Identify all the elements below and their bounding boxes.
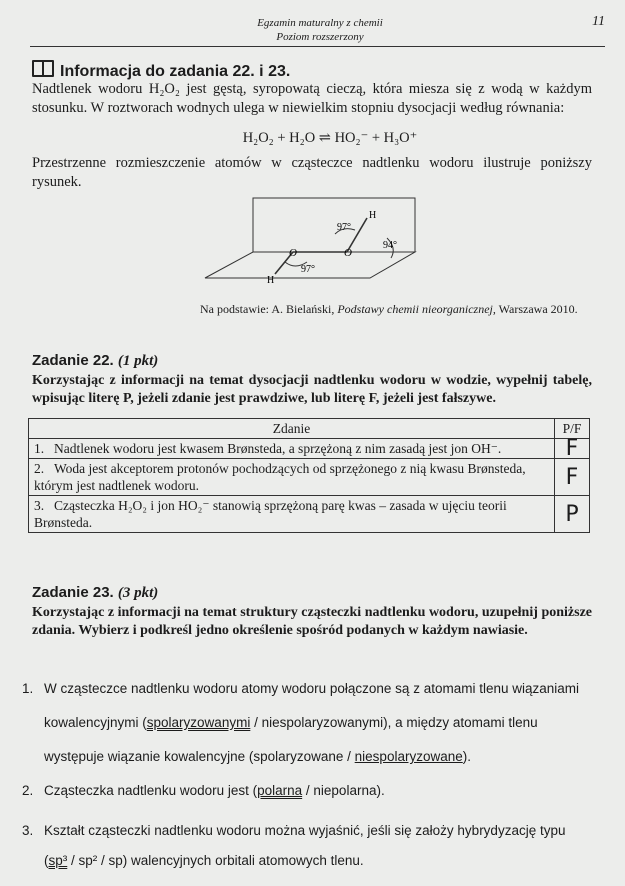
task-22-instruction: Korzystając z informacji na temat dysocjacji nadtlenku wodoru w wodzie, wypełnij tabelę, wpisując literę P, jeżeli zdanie jest prawdziwe, lub literę F, jeżeli jest fałszywe. bbox=[32, 373, 592, 406]
selected-option[interactable]: polarna bbox=[257, 783, 303, 798]
info-paragraph-2: Przestrzenne rozmieszczenie atomów w cząsteczce nadtlenku wodoru ilustruje poniższy rysunek. bbox=[32, 155, 592, 190]
angle-label-1: 97° bbox=[337, 222, 351, 233]
page-number: 11 bbox=[592, 14, 605, 29]
selected-option[interactable]: sp³ bbox=[48, 853, 68, 868]
header-exam-name: Egzamin maturalny z chemii bbox=[257, 17, 383, 29]
task-23-item-1-line-2: kowalencyjnymi (spolaryzowanymi / niespolaryzowanymi), a między atomami tlenu bbox=[44, 715, 538, 730]
selected-option[interactable]: niespolaryzowane bbox=[354, 749, 463, 764]
answer-cell[interactable]: P bbox=[555, 496, 590, 533]
col-pf: P/F bbox=[555, 419, 590, 439]
page-header bbox=[240, 16, 400, 44]
angle-label-2: 94° bbox=[383, 240, 397, 251]
oxygen-atom-2: O bbox=[344, 247, 352, 259]
task-22-title: Zadanie 22. (1 pkt) bbox=[32, 352, 159, 369]
source-citation: Na podstawie: A. Bielański, Podstawy chemii nieorganicznej, Warszawa 2010. bbox=[200, 302, 578, 316]
info-heading bbox=[32, 60, 290, 81]
task-23-item-1: 1. W cząsteczce nadtlenku wodoru atomy wodoru połączone są z atomami tlenu wiązaniami bbox=[22, 681, 580, 696]
task-23-title: Zadanie 23. (3 pkt) bbox=[32, 584, 159, 601]
info-title: Informacja do zadania 22. i 23. bbox=[60, 63, 291, 80]
table-header-row bbox=[29, 419, 590, 439]
table-row: 2. Woda jest akceptorem protonów pochodzących od sprzężonego z nią kwasu Brønsteda, którym jest nadtlenek wodoru. F bbox=[29, 459, 590, 496]
angle-label-3: 97° bbox=[301, 264, 315, 275]
answer-cell[interactable]: F bbox=[555, 459, 590, 496]
task-23-item-3: 3. Kształt cząsteczki nadtlenku wodoru można wyjaśnić, jeśli się założy hybrydyzację typu bbox=[22, 823, 566, 838]
table-row: 3. Cząsteczka H₂O₂ i jon HO₂⁻ stanowią sprzężoną parę kwas – zasada w ujęciu teorii Brønsteda. P bbox=[29, 496, 590, 533]
molecule-diagram bbox=[195, 190, 425, 290]
header-level: Poziom rozszerzony bbox=[276, 31, 364, 43]
selected-option[interactable]: spolaryzowanymi bbox=[146, 715, 251, 730]
oxygen-atom-1: O bbox=[289, 247, 297, 259]
table-row: 1. Nadtlenek wodoru jest kwasem Brønsteda, a sprzężoną z nim zasadą jest jon OH⁻. F bbox=[29, 439, 590, 459]
header-divider bbox=[30, 46, 605, 47]
info-paragraph-1: Nadtlenek wodoru H₂O₂ jest gęstą, syropowatą cieczą, która miesza się z wodą w każdym stosunku. W roztworach wodnych ulega w niewielkim stopniu dysocjacji według równania: bbox=[32, 81, 592, 116]
col-statement: Zdanie bbox=[29, 419, 555, 439]
task-23-item-3-line-2: (sp³ / sp² / sp) walencyjnych orbitali atomowych tlenu. bbox=[44, 853, 364, 868]
task-23-item-1-line-3: występuje wiązanie kowalencyjne (spolaryzowane / niespolaryzowane). bbox=[44, 749, 471, 764]
task-23-item-2: 2. Cząsteczka nadtlenku wodoru jest (polarna / niepolarna). bbox=[22, 783, 385, 798]
answer-cell[interactable]: F bbox=[555, 439, 590, 459]
hydrogen-atom-1: H bbox=[267, 275, 275, 286]
book-icon bbox=[32, 60, 54, 77]
true-false-table bbox=[28, 418, 590, 533]
dissociation-equation: H₂O₂ + H₂O ⇌ HO₂⁻ + H₃O⁺ bbox=[242, 130, 418, 146]
task-23-instruction: Korzystając z informacji na temat struktury cząsteczki nadtlenku wodoru, uzupełnij poniższe zdania. Wybierz i podkreśl jedno określenie spośród podanych w każdym nawiasie. bbox=[32, 605, 592, 638]
hydrogen-atom-2: H bbox=[369, 210, 377, 221]
